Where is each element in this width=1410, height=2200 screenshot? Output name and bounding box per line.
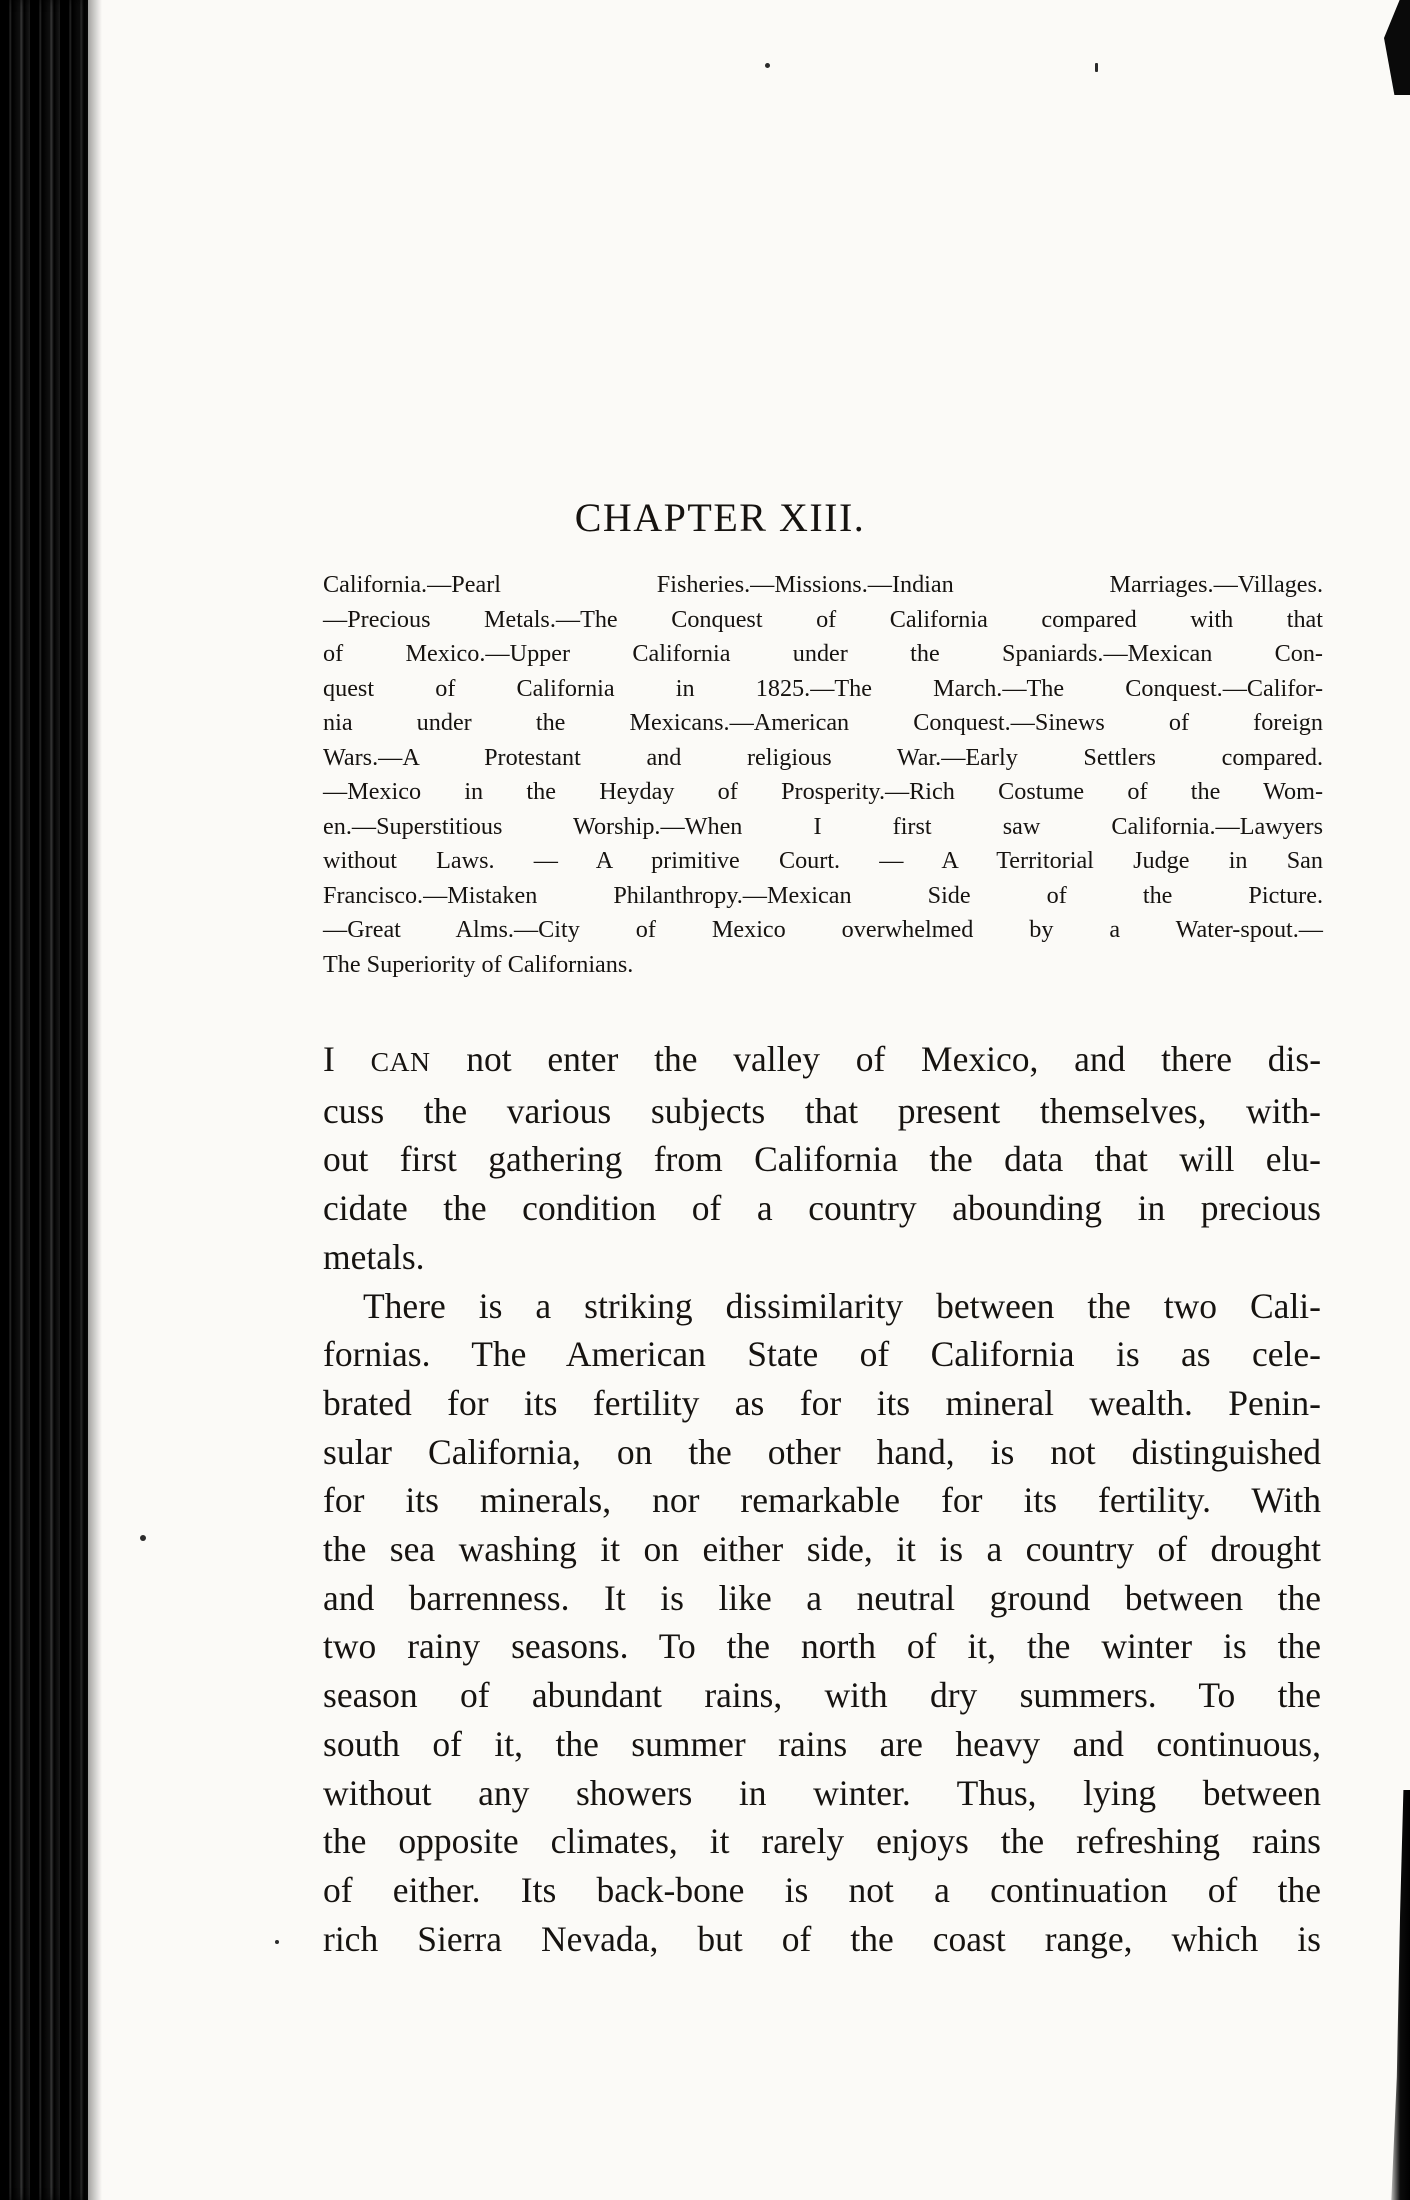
summary-line: The Superiority of Californians. bbox=[323, 950, 634, 978]
paragraph-1-line: out first gathering from California the data that will elu- bbox=[323, 1139, 1321, 1180]
paragraph-2-line: sular California, on the other hand, is not distinguished bbox=[323, 1431, 1321, 1472]
summary-line: quest of California in 1825.—The March.—The Conquest.—Califor- bbox=[323, 674, 1323, 702]
paragraph-2-line: two rainy seasons. To the north of it, the winter is the bbox=[323, 1626, 1321, 1667]
summary-line: nia under the Mexicans.—American Conquest.—Sinews of foreign bbox=[323, 709, 1323, 736]
summary-line: en.—Superstitious Worship.—When I first saw California.—Lawyers bbox=[323, 812, 1323, 840]
opening-letter: I bbox=[323, 1039, 335, 1079]
summary-line: of Mexico.—Upper California under the Spaniards.—Mexican Con- bbox=[323, 640, 1323, 667]
paragraph-1-line: metals. bbox=[323, 1236, 425, 1277]
summary-line: Francisco.—Mistaken Philanthropy.—Mexican Side of the Picture. bbox=[323, 881, 1323, 909]
summary-line: —Mexico in the Heyday of Prosperity.—Rich Costume of the Wom- bbox=[323, 778, 1323, 805]
paragraph-2-line: brated for its fertility as for its mineral wealth. Penin- bbox=[323, 1382, 1321, 1423]
opening-smallcaps: CAN bbox=[370, 1046, 431, 1077]
opening-line-rest: not enter the valley of Mexico, and there dis- bbox=[466, 1039, 1322, 1079]
summary-line: —Great Alms.—City of Mexico overwhelmed by a Water-spout.— bbox=[323, 916, 1323, 943]
scan-speck bbox=[1095, 63, 1098, 72]
paragraph-2-line: There is a striking dissimilarity between the two Cali- bbox=[363, 1285, 1321, 1326]
chapter-title: CHAPTER XIII. bbox=[574, 495, 866, 540]
paragraph-2-line: the opposite climates, it rarely enjoys the refreshing rains bbox=[323, 1821, 1321, 1862]
paragraph-1-line: cidate the condition of a country abounding in precious bbox=[323, 1188, 1321, 1229]
paragraph-2-line: for its minerals, nor remarkable for its fertility. With bbox=[323, 1480, 1321, 1521]
summary-line: California.—Pearl Fisheries.—Missions.—Indian Marriages.—Villages. bbox=[323, 571, 1323, 598]
scan-speck bbox=[275, 1940, 279, 1944]
summary-line: Wars.—A Protestant and religious War.—Early Settlers compared. bbox=[323, 743, 1323, 771]
paragraph-2-line: fornias. The American State of California is as cele- bbox=[323, 1334, 1321, 1375]
paragraph-1-first-line bbox=[323, 1035, 1321, 1087]
paragraph-2-line: rich Sierra Nevada, but of the coast range, which is bbox=[323, 1918, 1321, 1959]
paragraph-1-line: cuss the various subjects that present themselves, with- bbox=[323, 1090, 1321, 1131]
summary-line: —Precious Metals.—The Conquest of California compared with that bbox=[323, 605, 1323, 633]
summary-line: without Laws. — A primitive Court. — A Territorial Judge in San bbox=[323, 847, 1323, 874]
paragraph-2-line: and barrenness. It is like a neutral ground between the bbox=[323, 1577, 1321, 1618]
body-text bbox=[323, 1035, 1321, 1963]
binding-edge bbox=[0, 0, 88, 2200]
scan-speck bbox=[765, 63, 770, 68]
paragraph-2-line: the sea washing it on either side, it is a country of drought bbox=[323, 1529, 1321, 1570]
page-edge-shadow-top bbox=[1384, 0, 1410, 95]
paragraph-2-line: season of abundant rains, with dry summers. To the bbox=[323, 1675, 1321, 1716]
paragraph-2-line: south of it, the summer rains are heavy and continuous, bbox=[323, 1723, 1321, 1764]
paragraph-2-line: without any showers in winter. Thus, lying between bbox=[323, 1772, 1321, 1813]
scan-speck bbox=[140, 1535, 146, 1541]
paragraph-2-line: of either. Its back-bone is not a continuation of the bbox=[323, 1869, 1321, 1910]
chapter-summary bbox=[323, 568, 1323, 982]
page-edge-shadow-bottom bbox=[1388, 1790, 1410, 2200]
